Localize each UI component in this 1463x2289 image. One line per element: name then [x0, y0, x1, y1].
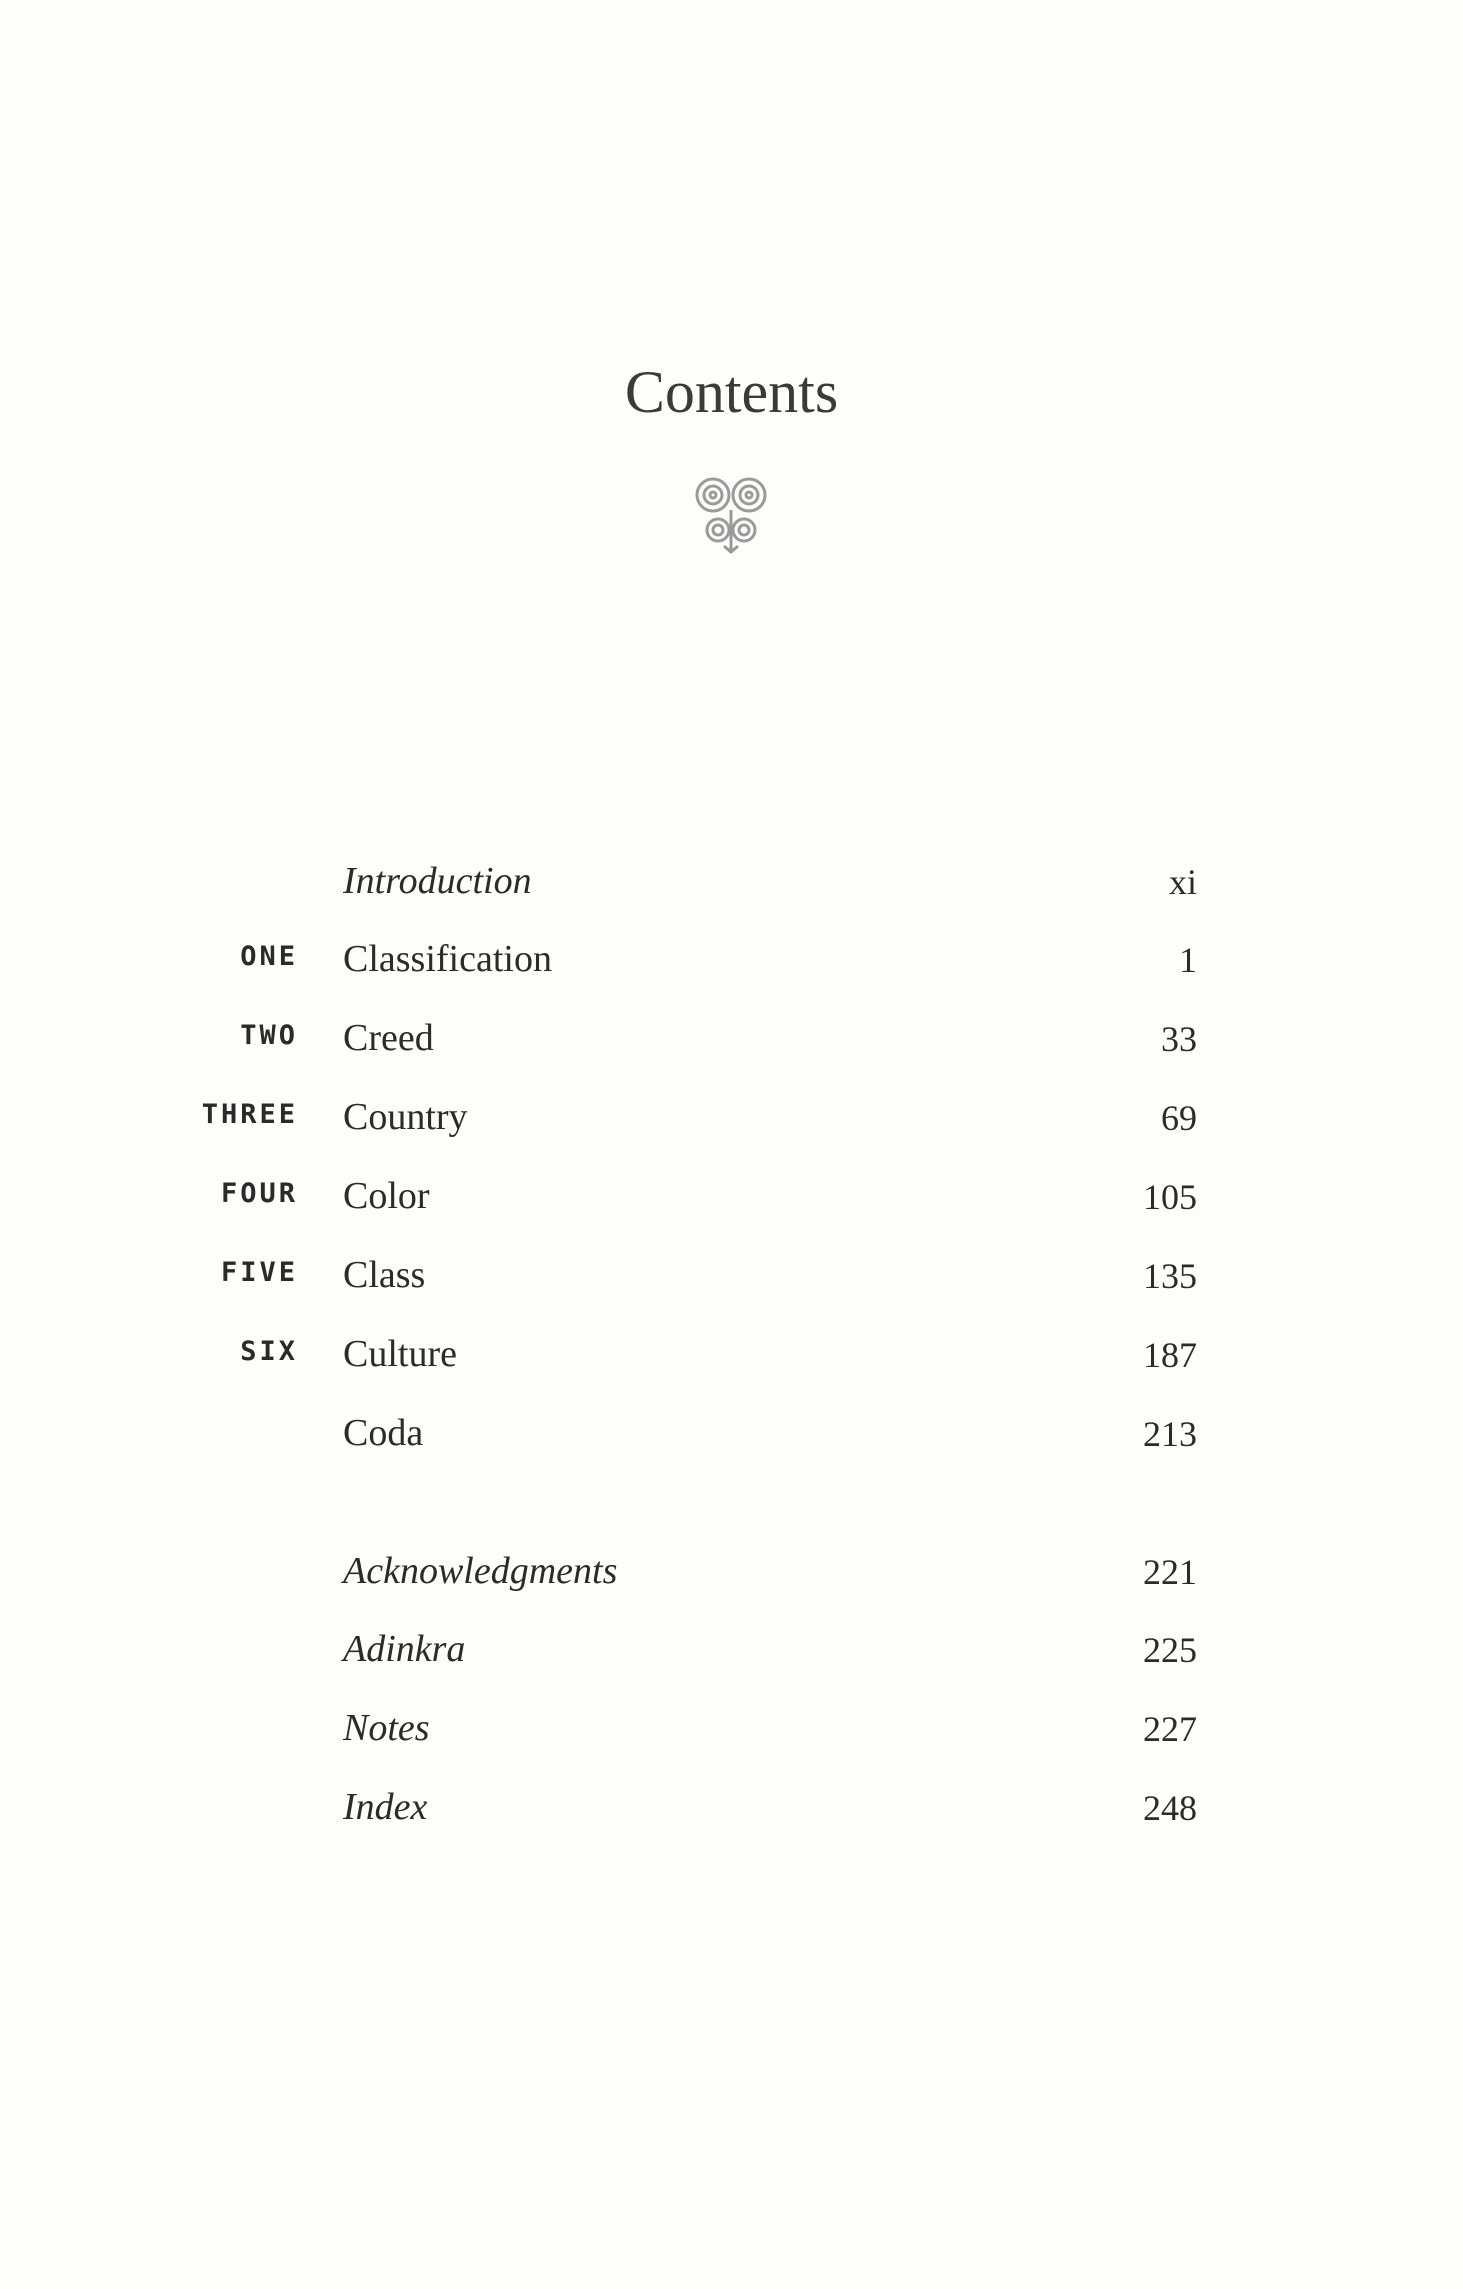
entry-title: Adinkra [343, 1628, 466, 1670]
page-number: 221 [1143, 1552, 1197, 1592]
page-number: 213 [1143, 1414, 1197, 1454]
page-number: 1 [1179, 940, 1197, 980]
entry-title: Culture [343, 1333, 457, 1375]
entry-title: Introduction [343, 860, 532, 902]
toc-entry-coda[interactable] [0, 1384, 1463, 1454]
entry-title: Index [343, 1786, 428, 1828]
page-number: 248 [1143, 1788, 1197, 1828]
page-number: 187 [1143, 1335, 1197, 1375]
adinkra-ornament-icon [686, 470, 776, 560]
toc-entry-adinkra[interactable] [0, 1600, 1463, 1670]
toc-entry-chapter-four[interactable] [0, 1147, 1463, 1217]
chapter-label: ONE [240, 941, 298, 972]
toc-entry-introduction[interactable] [0, 832, 1463, 902]
toc-entry-chapter-five[interactable] [0, 1226, 1463, 1296]
entry-title: Class [343, 1254, 426, 1296]
toc-entry-chapter-one[interactable] [0, 910, 1463, 980]
toc-entry-acknowledgments[interactable] [0, 1522, 1463, 1592]
page-number: 105 [1143, 1177, 1197, 1217]
chapter-label: TWO [240, 1020, 298, 1051]
chapter-label: SIX [240, 1336, 298, 1367]
entry-title: Creed [343, 1017, 434, 1059]
page-number: 135 [1143, 1256, 1197, 1296]
page-title: Contents [624, 359, 839, 425]
entry-title: Coda [343, 1412, 424, 1454]
entry-title: Acknowledgments [343, 1550, 618, 1592]
page-number: 69 [1161, 1098, 1197, 1138]
entry-title: Color [343, 1175, 430, 1217]
entry-title: Classification [343, 938, 552, 980]
toc-entry-chapter-three[interactable] [0, 1068, 1463, 1138]
toc-entry-notes[interactable] [0, 1679, 1463, 1749]
page-number: 33 [1161, 1019, 1197, 1059]
chapter-label: FIVE [220, 1257, 298, 1288]
toc-entry-chapter-two[interactable] [0, 989, 1463, 1059]
page-number: 227 [1143, 1709, 1197, 1749]
toc-entry-index[interactable] [0, 1758, 1463, 1828]
entry-title: Country [343, 1096, 468, 1138]
entry-title: Notes [343, 1707, 430, 1749]
chapter-label: FOUR [220, 1178, 298, 1209]
page-number: 225 [1143, 1630, 1197, 1670]
page-number: xi [1168, 862, 1197, 902]
toc-entry-chapter-six[interactable] [0, 1305, 1463, 1375]
chapter-label: THREE [201, 1099, 298, 1130]
